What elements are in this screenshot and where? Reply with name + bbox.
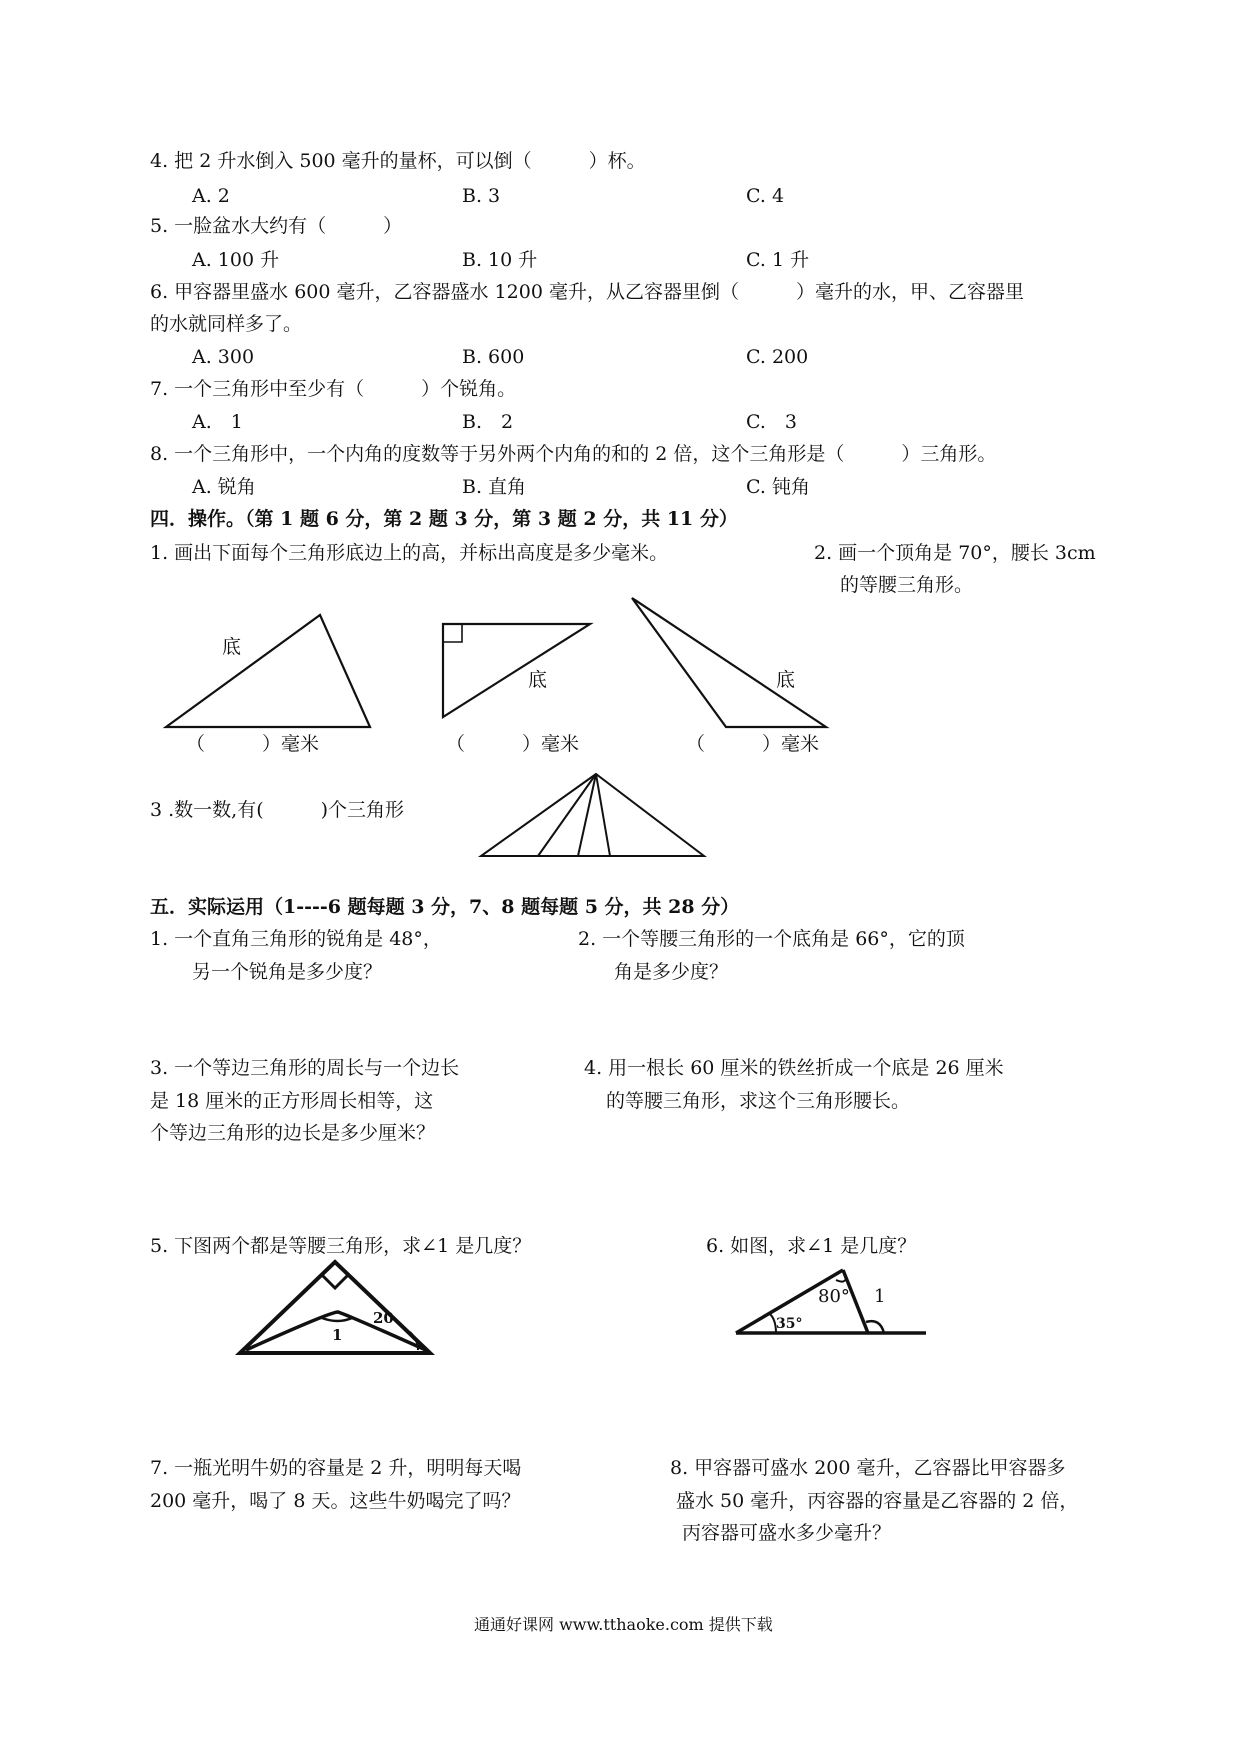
section-5-title: 五．实际运用（1----6 题每题 3 分，7、8 题每题 5 分，共 28 分）	[150, 896, 740, 918]
mc-q8: 8. 一个三角形中，一个内角的度数等于另外两个内角的和的 2 倍，这个三角形是（ ）三角形。	[150, 443, 997, 465]
triangle-2-height-answer: （ ）毫米	[446, 733, 580, 755]
s4-q2-line2: 的等腰三角形。	[840, 574, 974, 596]
s5-q5: 5. 下图两个都是等腰三角形，求∠1 是几度？	[150, 1235, 532, 1257]
mc-q6-option-b: B. 600	[462, 346, 525, 368]
section-4-title: 四．操作。（第 1 题 6 分，第 2 题 3 分，第 3 题 2 分，共 11 分）	[150, 508, 738, 530]
mc-q5-option-a: A. 100 升	[192, 249, 280, 271]
mc-q7-option-c: C. 3	[746, 411, 797, 433]
mc-q7-option-a: A. 1	[192, 411, 243, 433]
triangle-1-height-answer: （ ）毫米	[186, 733, 320, 755]
mc-q6-line2: 的水就同样多了。	[150, 313, 303, 335]
mc-q5-option-c: C. 1 升	[746, 249, 810, 271]
mc-q4-option-a: A. 2	[192, 185, 230, 207]
s5-q2-line1: 2. 一个等腰三角形的一个底角是 66°，它的顶	[578, 928, 965, 950]
mc-q8-option-c: C. 钝角	[746, 476, 810, 498]
mc-q5: 5. 一脸盆水大约有（ ）	[150, 215, 403, 237]
q6-angle-80-label: 80°	[818, 1286, 850, 1307]
counting-triangles-figure	[481, 774, 704, 856]
q5-angle-1-label: 1	[332, 1326, 343, 1344]
s4-q1: 1. 画出下面每个三角形底边上的高，并标出高度是多少毫米。	[150, 542, 669, 564]
mc-q7-option-b: B. 2	[462, 411, 514, 433]
triangle-2-base-label: 底	[528, 669, 548, 691]
s5-q1-line1: 1. 一个直角三角形的锐角是 48°，	[150, 928, 442, 950]
s5-q8-line1: 8. 甲容器可盛水 200 毫升，乙容器比甲容器多	[670, 1457, 1066, 1479]
triangle-3	[632, 598, 826, 727]
s5-q7-line1: 7. 一瓶光明牛奶的容量是 2 升，明明每天喝	[150, 1457, 522, 1479]
s5-q2-line2: 角是多少度？	[614, 961, 729, 983]
mc-q4-option-c: C. 4	[746, 185, 785, 207]
s5-q3-line3: 个等边三角形的边长是多少厘米？	[150, 1122, 436, 1144]
s4-q2-line1: 2. 画一个顶角是 70°，腰长 3cm	[814, 542, 1096, 564]
mc-q4: 4. 把 2 升水倒入 500 毫升的量杯，可以倒（ ）杯。	[150, 150, 646, 172]
triangle-3-height-answer: （ ）毫米	[686, 733, 820, 755]
mc-q6: 6. 甲容器里盛水 600 毫升，乙容器盛水 1200 毫升，从乙容器里倒（ ）毫升的水，甲、乙容器里	[150, 281, 1024, 303]
s4-q3: 3 .数一数,有( )个三角形	[150, 799, 405, 821]
s5-q8-line2: 盛水 50 毫升，丙容器的容量是乙容器的 2 倍，	[676, 1490, 1079, 1512]
s5-q4-line1: 4. 用一根长 60 厘米的铁丝折成一个底是 26 厘米	[584, 1057, 1004, 1079]
q6-angle-1-label: 1	[874, 1286, 886, 1307]
mc-q4-option-b: B. 3	[462, 185, 501, 207]
mc-q6-option-a: A. 300	[192, 346, 255, 368]
s5-q1-line2: 另一个锐角是多少度？	[192, 961, 383, 983]
mc-q6-option-c: C. 200	[746, 346, 809, 368]
triangle-1	[166, 615, 370, 727]
mc-q8-option-a: A. 锐角	[192, 476, 256, 498]
s5-q6: 6. 如图，求∠1 是几度？	[706, 1235, 917, 1257]
footer: 通通好课网 www.tthaoke.com 提供下载	[474, 1615, 773, 1634]
s5-q8-line3: 丙容器可盛水多少毫升？	[682, 1522, 892, 1544]
q6-angle-35-label: 35°	[776, 1316, 803, 1332]
s5-q3-line2: 是 18 厘米的正方形周长相等，这	[150, 1090, 434, 1112]
q5-angle-20-label: 20	[373, 1309, 394, 1327]
s5-q3-line1: 3. 一个等边三角形的周长与一个边长	[150, 1057, 460, 1079]
mc-q7: 7. 一个三角形中至少有（ ）个锐角。	[150, 378, 517, 400]
mc-q5-option-b: B. 10 升	[462, 249, 538, 271]
s5-q4-line2: 的等腰三角形，求这个三角形腰长。	[606, 1090, 911, 1112]
triangle-2	[443, 624, 590, 717]
triangle-3-base-label: 底	[776, 669, 796, 691]
mc-q8-option-b: B. 直角	[462, 476, 527, 498]
triangle-1-base-label: 底	[222, 636, 242, 658]
s5-q7-line2: 200 毫升，喝了 8 天。这些牛奶喝完了吗？	[150, 1490, 521, 1512]
